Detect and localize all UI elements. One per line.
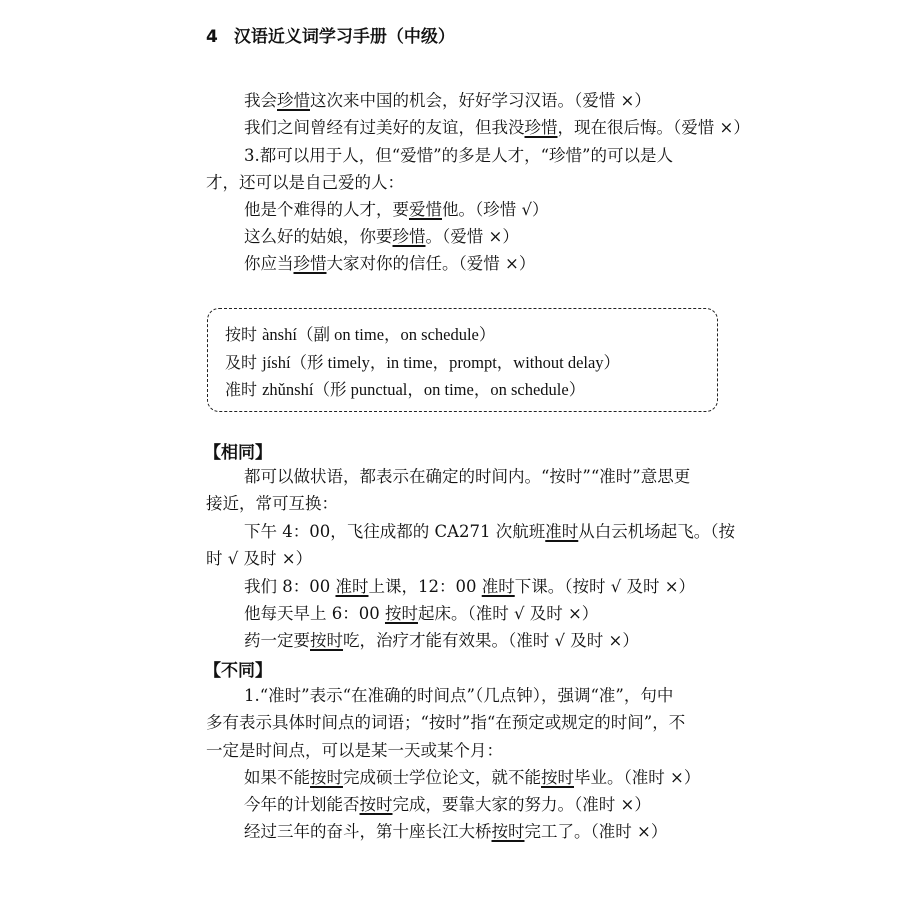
underlined-word: 按时	[310, 631, 343, 650]
underlined-word: 按时	[541, 768, 574, 787]
vocab-entry	[225, 352, 620, 374]
example-line: 经过三年的奋斗，第十座长江大桥按时完工了。（准时 ×）	[244, 822, 668, 841]
underlined-word: 按时	[491, 822, 525, 841]
underlined-word: 珍惜	[277, 91, 310, 110]
example-line-continued: 时 √ 及时 ×）	[206, 549, 313, 568]
vocab-word: 按时	[225, 325, 258, 344]
running-header	[206, 22, 455, 47]
paragraph-line: 才，还可以是自己爱的人：	[206, 173, 404, 192]
vocab-gloss: （形 punctual，on time，on schedule）	[313, 380, 586, 399]
example-line: 他是个难得的人才，要爱惜他。（珍惜 √）	[244, 200, 549, 219]
page-number: 4	[206, 27, 218, 47]
vocab-entry	[225, 379, 585, 401]
example-line: 如果不能按时完成硕士学位论文，就不能按时毕业。（准时 ×）	[244, 768, 701, 787]
section-heading-same: 【相同】	[204, 443, 272, 463]
underlined-word: 珍惜	[392, 227, 426, 246]
example-line: 下午 4：00，飞往成都的 CA271 次航班准时从白云机场起飞。（按	[244, 522, 736, 541]
book-title: 汉语近义词学习手册（中级）	[233, 27, 455, 47]
example-line: 我们 8：00 准时上课，12：00 准时下课。（按时 √ 及时 ×）	[244, 577, 696, 596]
underlined-word: 珍惜	[293, 254, 327, 273]
underlined-word: 准时	[481, 577, 515, 596]
paragraph-line: 多有表示具体时间点的词语；“按时”指“在预定或规定的时间”，不	[206, 713, 686, 732]
example-line: 这么好的姑娘，你要珍惜。（爱惜 ×）	[244, 227, 519, 246]
vocab-entry	[225, 324, 495, 346]
vocab-pinyin: ànshí	[262, 325, 297, 344]
example-line: 我们之间曾经有过美好的友谊，但我没珍惜，现在很后悔。（爱惜 ×）	[244, 118, 750, 137]
underlined-word: 按时	[310, 768, 343, 787]
underlined-word: 爱惜	[409, 200, 442, 219]
underlined-word: 珍惜	[524, 118, 558, 137]
example-line: 我会珍惜这次来中国的机会，好好学习汉语。（爱惜 ×）	[244, 91, 651, 110]
underlined-word: 准时	[335, 577, 369, 596]
paragraph-line: 3.都可以用于人，但“爱惜”的多是人才，“珍惜”的可以是人	[244, 146, 673, 165]
paragraph-line: 都可以做状语，都表示在确定的时间内。“按时”“准时”意思更	[244, 467, 691, 486]
underlined-word: 按时	[384, 604, 418, 623]
paragraph-line: 接近，常可互换：	[206, 494, 338, 513]
example-line: 他每天早上 6：00 按时起床。（准时 √ 及时 ×）	[244, 604, 599, 623]
paragraph-line: 一定是时间点，可以是某一天或某个月：	[206, 741, 503, 760]
section-heading-different: 【不同】	[204, 661, 272, 681]
vocab-word: 准时	[225, 380, 258, 399]
example-line: 你应当珍惜大家对你的信任。（爱惜 ×）	[244, 254, 536, 273]
vocab-pinyin: jíshí	[262, 353, 291, 372]
paragraph-line: 1.“准时”表示“在准确的时间点”（几点钟），强调“准”，句中	[244, 686, 674, 705]
vocab-gloss: （副 on time，on schedule）	[296, 325, 496, 344]
underlined-word: 准时	[545, 522, 579, 541]
vocab-gloss: （形 timely，in time，prompt，without delay）	[290, 353, 621, 372]
example-line: 今年的计划能否按时完成，要靠大家的努力。（准时 ×）	[244, 795, 651, 814]
vocab-pinyin: zhǔnshí	[262, 380, 314, 399]
underlined-word: 按时	[359, 795, 393, 814]
vocab-word: 及时	[225, 353, 258, 372]
example-line: 药一定要按时吃，治疗才能有效果。（准时 √ 及时 ×）	[244, 631, 639, 650]
